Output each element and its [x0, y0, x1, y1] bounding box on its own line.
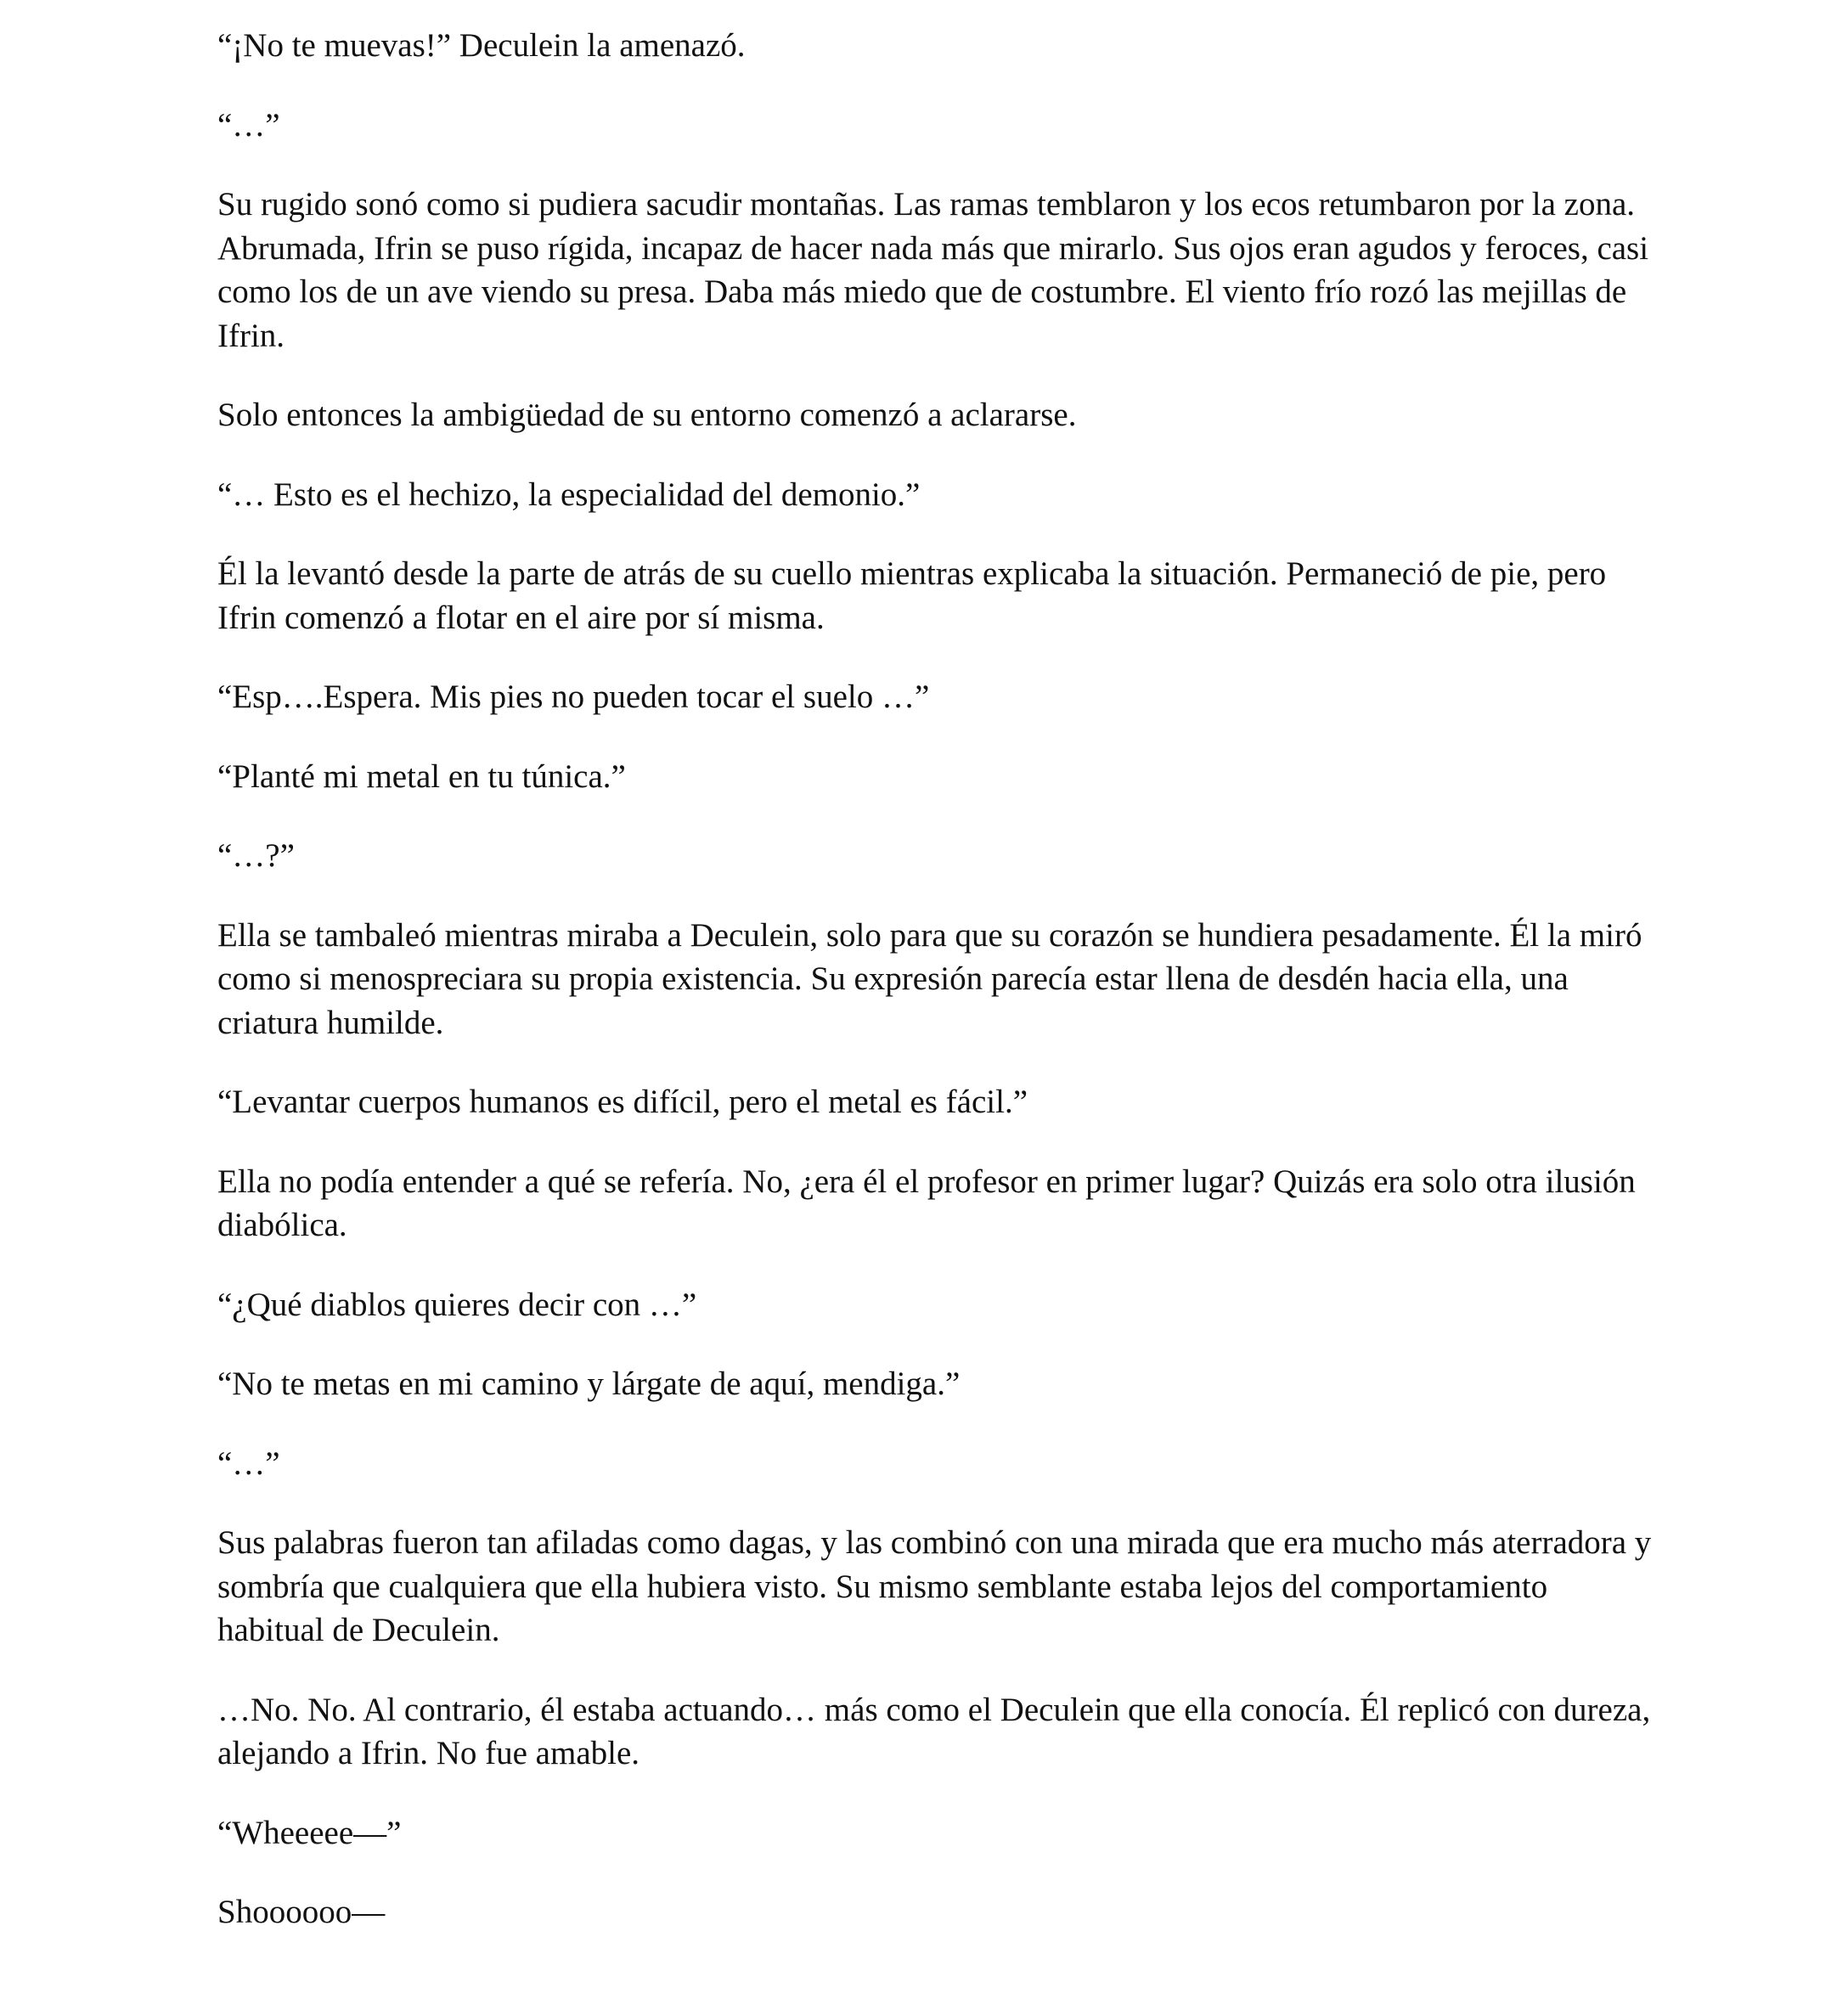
paragraph: “¿Qué diablos quieres decir con …”: [217, 1286, 697, 1323]
paragraph: “Planté mi metal en tu túnica.”: [217, 757, 626, 795]
paragraph: “…”: [217, 106, 280, 144]
paragraph: Shoooooo—: [217, 1894, 386, 1930]
paragraph: “…?”: [217, 837, 295, 874]
paragraph: Ella se tambaleó mientras miraba a Deculein, solo para que su corazón se hundiera pesadamente. Él la miró como si menospreciara su propia existencia. Su expresión parecía estar llena de desdén hacia ella, una criatura humilde.: [217, 916, 1642, 1041]
paragraph: Él la levantó desde la parte de atrás de su cuello mientras explicaba la situación. Permaneció de pie, pero Ifrin comenzó a flotar en el aire por sí misma.: [217, 555, 1607, 636]
paragraph: Su rugido sonó como si pudiera sacudir montañas. Las ramas temblaron y los ecos retumbaron por la zona. Abrumada, Ifrin se puso rígida, incapaz de hacer nada más que mirarlo. Sus ojos eran agudos y feroces, casi como los de un ave viendo su presa. Daba más miedo que de costumbre. El viento frío rozó las mejillas de Ifrin.: [217, 186, 1649, 354]
paragraph: “Levantar cuerpos humanos es difícil, pero el metal es fácil.”: [217, 1084, 1028, 1120]
paragraph: “…”: [217, 1444, 280, 1482]
paragraph: “Esp….Espera. Mis pies no pueden tocar el suelo …”: [217, 679, 930, 715]
paragraph: “… Esto es el hechizo, la especialidad del demonio.”: [217, 476, 921, 513]
paragraph: …No. No. Al contrario, él estaba actuando… más como el Deculein que ella conocía. Él replicó con dureza, alejando a Ifrin. No fue amable.: [217, 1691, 1651, 1771]
paragraph: “No te metas en mi camino y lárgate de aquí, mendiga.”: [217, 1366, 961, 1402]
paragraph: Solo entonces la ambigüedad de su entorno comenzó a aclararse.: [217, 397, 1077, 433]
paragraph: Ella no podía entender a qué se refería. No, ¿era él el profesor en primer lugar? Quizás era solo otra ilusión diabólica.: [217, 1163, 1636, 1243]
paragraph: “Wheeeee—”: [217, 1814, 402, 1851]
paragraph: “¡No te muevas!” Deculein la amenazó.: [217, 27, 746, 64]
paragraph: Sus palabras fueron tan afiladas como dagas, y las combinó con una mirada que era mucho más aterradora y sombría que cualquiera que ella hubiera visto. Su mismo semblante estaba lejos del comportamiento habitual de Deculein.: [217, 1524, 1652, 1648]
document-page: [217, 24, 1661, 1934]
